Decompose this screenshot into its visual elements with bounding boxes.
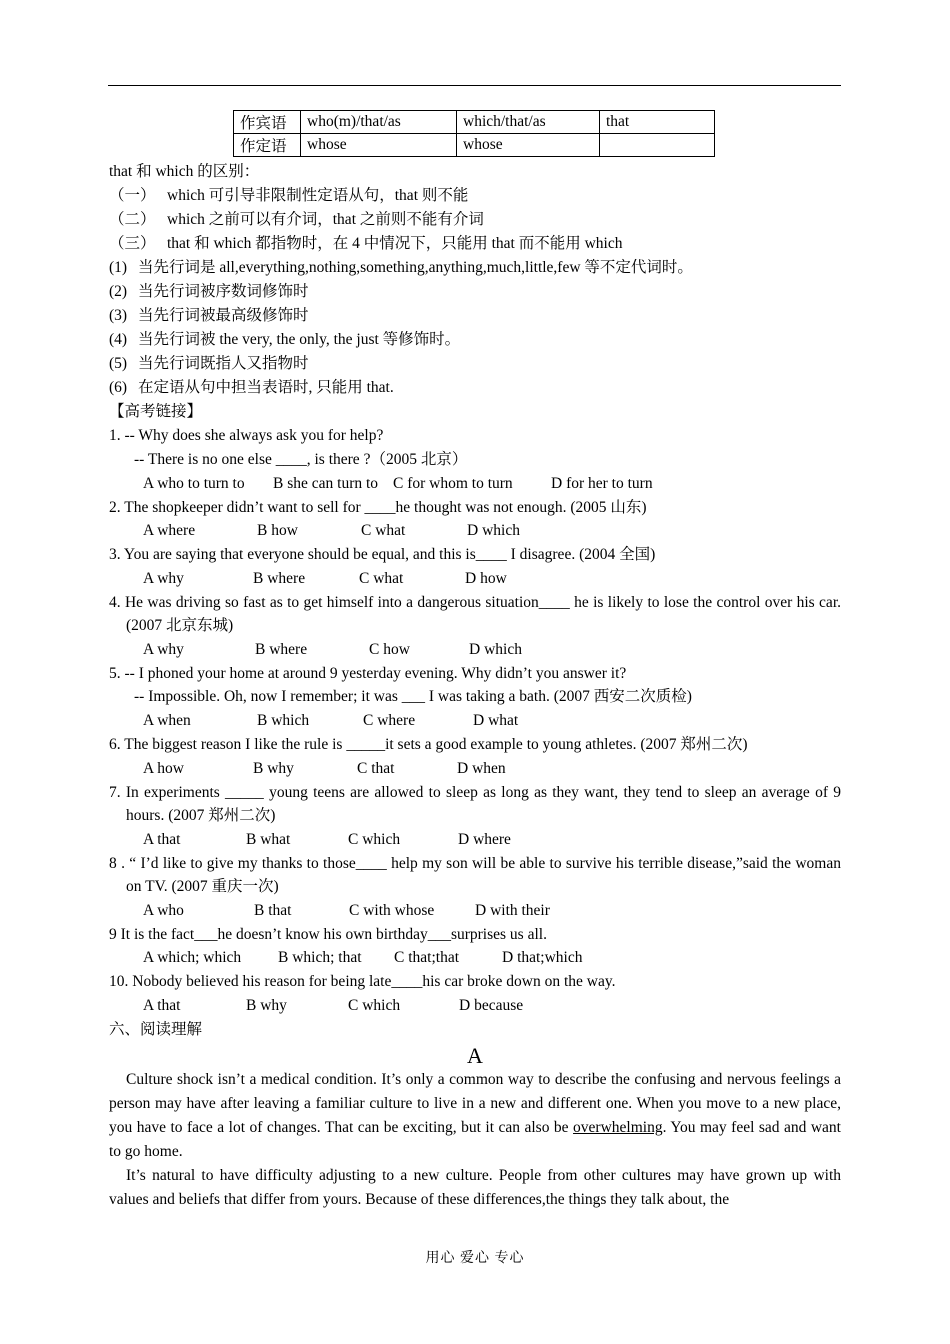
answer-option: C which (348, 996, 401, 1014)
answer-option: C where (363, 712, 416, 729)
answer-option: A who to turn to (143, 474, 245, 492)
answer-option: A that (143, 996, 181, 1014)
answer-option: B why (246, 996, 287, 1014)
answer-option: C what (359, 569, 404, 587)
answer-options (109, 519, 841, 543)
answer-option: C which (348, 830, 401, 848)
case-text: 当先行词被 the very, the only, the just 等修饰时。 (138, 331, 461, 348)
question-item (109, 662, 841, 734)
question-dialogue: -- There is no one else ____, is there ?（2005 北京） (134, 450, 468, 468)
answer-option: A where (143, 522, 196, 539)
case-number: (3) (109, 307, 128, 324)
grammar-cases (109, 256, 841, 400)
question-item (109, 591, 841, 662)
question-stem: 2. The shopkeeper didn’t want to sell for ____he thought was not enough. (2005 山东) (109, 498, 647, 516)
answer-options (109, 709, 841, 733)
answer-option: B she can turn to (273, 474, 379, 492)
question-item (109, 733, 841, 781)
question-item (109, 923, 841, 971)
answer-option: C for whom to turn (393, 474, 513, 492)
answer-option: B which (257, 712, 310, 729)
case-text: 在定语从句中担当表语时, 只能用 that. (138, 379, 394, 396)
answer-option: A when (143, 712, 191, 729)
grammar-case (109, 352, 841, 376)
question-stem: 7. In experiments _____ young teens are allowed to sleep as long as they want, they tend to sleep an average of 9 hours. (2007 郑州二次) (109, 783, 841, 824)
passage-text: . You may feel sad and want to go home. (109, 1118, 841, 1160)
answer-option: D when (457, 759, 506, 777)
question-stem: 10. Nobody believed his reason for being late____his car broke down on the way. (109, 973, 616, 990)
grammar-points (109, 184, 841, 256)
answer-option: D that;which (502, 949, 583, 966)
question-item (109, 781, 841, 852)
case-number: (1) (109, 259, 128, 276)
point-text: which 可引导非限制性定语从句，that 则不能 (167, 187, 469, 204)
grammar-point (109, 184, 841, 208)
answer-option: D with their (475, 901, 550, 919)
answer-option: D how (465, 569, 507, 587)
grammar-case (109, 328, 841, 352)
question-item (109, 543, 841, 591)
answer-option: D because (459, 996, 524, 1014)
question-stem: 6. The biggest reason I like the rule is _____it sets a good example to young athletes. (2007 郑州二次) (109, 736, 748, 753)
case-number: (6) (109, 379, 128, 396)
point-number: （一） (109, 187, 156, 204)
header-rule (108, 85, 841, 86)
grammar-heading: that 和 which 的区别： (109, 163, 260, 180)
table-cell: whose (457, 134, 600, 157)
answer-options (109, 638, 841, 662)
question-stem: 8 . “ I’d like to give my thanks to those____ help my son will be able to survive his terrible disease,”said the woman on TV. (2007 重庆一次) (109, 854, 841, 895)
table-cell: 作定语 (234, 134, 301, 157)
case-number: (2) (109, 283, 128, 300)
case-text: 当先行词既指人又指物时 (138, 355, 309, 372)
answer-option: A why (143, 569, 184, 587)
answer-option: D which (469, 640, 522, 658)
answer-options (109, 899, 841, 923)
table-cell: who(m)/that/as (301, 111, 457, 134)
page-footer: 用心 爱心 专心 (425, 1251, 525, 1266)
grammar-case (109, 304, 841, 328)
answer-option: C what (361, 522, 406, 539)
answer-option: B which; that (278, 949, 362, 966)
question-item (109, 852, 841, 923)
question-item (109, 496, 841, 544)
question-stem: 3. You are saying that everyone should be equal, and this is____ I disagree. (2004 全国) (109, 546, 656, 563)
question-item (109, 424, 841, 496)
document-body (109, 160, 841, 1212)
answer-options (109, 472, 841, 496)
underlined-word: overwhelming (573, 1118, 663, 1136)
passage-paragraph: It’s natural to have difficulty adjusting to a new culture. People from other cultures may have grown up with values and beliefs that differ from yours. Because of these differences,the things they talk about, the (109, 1166, 841, 1208)
case-number: (4) (109, 331, 128, 348)
table-cell: which/that/as (457, 111, 600, 134)
answer-option: A why (143, 640, 184, 658)
answer-option: C that (357, 759, 395, 777)
table-row (234, 111, 715, 134)
answer-option: C with whose (349, 901, 435, 919)
answer-option: D for her to turn (551, 474, 653, 492)
case-text: 当先行词被最高级修饰时 (138, 307, 309, 324)
exam-link-heading: 【高考链接】 (109, 403, 203, 420)
case-text: 当先行词被序数词修饰时 (138, 283, 309, 300)
question-stem: 4. He was driving so fast as to get himself into a dangerous situation____ he is likely to lose the control over his car. (2007 北京东城) (109, 593, 841, 634)
point-text: that 和 which 都指物时，在 4 中情况下，只能用 that 而不能用 which (167, 235, 623, 252)
grammar-case (109, 280, 841, 304)
table-cell: 作宾语 (234, 111, 301, 134)
answer-option: D which (467, 522, 520, 539)
point-number: （二） (109, 211, 156, 228)
answer-option: C how (369, 640, 410, 658)
answer-option: C that;that (394, 949, 460, 966)
question-dialogue: -- Impossible. Oh, now I remember; it was ___ I was taking a bath. (2007 西安二次质检) (134, 688, 692, 705)
grammar-point (109, 208, 841, 232)
answer-option: B why (253, 759, 294, 777)
question-list (109, 424, 841, 1018)
answer-option: B that (254, 901, 292, 919)
passage-paragraph (109, 1068, 841, 1164)
grammar-point (109, 232, 841, 256)
reading-section-heading: 六、阅读理解 (109, 1020, 203, 1038)
point-text: which 之前可以有介词，that 之前则不能有介词 (167, 211, 484, 228)
table-row (234, 134, 715, 157)
answer-options (109, 757, 841, 781)
question-stem: 9 It is the fact___he doesn’t know his own birthday___surprises us all. (109, 925, 547, 943)
passage-title: A (467, 1042, 483, 1068)
answer-options (109, 946, 841, 970)
grammar-case (109, 256, 841, 280)
case-number: (5) (109, 355, 128, 372)
table-cell: that (600, 111, 715, 134)
answer-option: A who (143, 901, 184, 919)
answer-option: D where (458, 830, 511, 848)
question-stem: 5. -- I phoned your home at around 9 yesterday evening. Why didn’t you answer it? (109, 664, 627, 682)
answer-options (109, 567, 841, 591)
table-cell (600, 134, 715, 157)
answer-option: B what (246, 830, 291, 848)
answer-options (109, 994, 841, 1018)
answer-option: B how (257, 522, 298, 539)
grammar-case (109, 376, 841, 400)
answer-option: D what (473, 712, 519, 729)
answer-option: A which; which (143, 949, 242, 966)
answer-option: A that (143, 830, 181, 848)
table-cell: whose (301, 134, 457, 157)
answer-option: B where (255, 640, 308, 658)
point-number: （三） (109, 235, 156, 252)
passage-text: Culture shock isn’t a medical condition. It’s only a common way to describe the confusing and nervous feelings a person may have after leaving a familiar culture to live in a new and different one. When you move to a new place, you have to face a lot of changes. That can be exciting, but it can also be (109, 1070, 841, 1136)
question-stem: 1. -- Why does she always ask you for help? (109, 427, 384, 444)
case-text: 当先行词是 all,everything,nothing,something,anything,much,little,few 等不定代词时。 (138, 259, 693, 276)
question-item (109, 970, 841, 1018)
answer-options (109, 828, 841, 852)
answer-option: B where (253, 569, 306, 587)
answer-option: A how (143, 759, 184, 777)
pronoun-table (233, 110, 715, 157)
